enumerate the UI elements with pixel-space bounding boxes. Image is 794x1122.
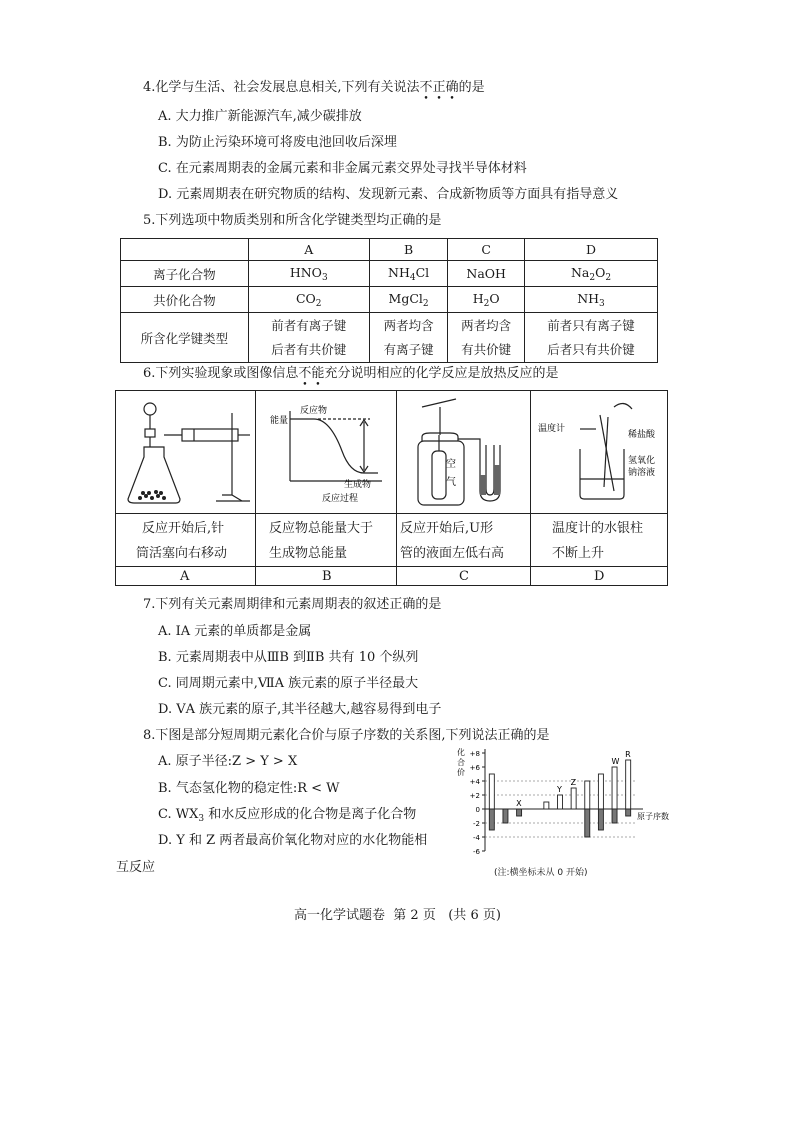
bar-negative-valence — [612, 809, 617, 823]
q6-b-line2: 生成物总能量 — [269, 546, 348, 561]
bar-negative-valence — [503, 809, 508, 823]
q5-header-d: D — [524, 239, 657, 261]
thermometer-label: 温度计 — [538, 424, 566, 434]
q7-option-b: B. 元素周期表中从ⅢB 到ⅡB 共有 10 个纵列 — [158, 650, 419, 665]
q5-header-b: B — [369, 239, 448, 261]
q6-letter-c: C — [459, 569, 469, 584]
q5-row-label: 所含化学键类型 — [121, 313, 249, 363]
q6-a-line2: 筒活塞向右移动 — [136, 546, 228, 561]
air-label-2: 气 — [446, 477, 456, 488]
q5-cell: $HNO_3$ — [248, 261, 369, 287]
valence-chart — [453, 745, 683, 860]
test-tube — [432, 451, 446, 499]
naoh-label-1: 氢氧化 — [628, 456, 656, 466]
q4-option-b: B. 为防止污染环境可将废电池回收后深埋 — [158, 135, 397, 150]
y-tick-label: -4 — [473, 834, 480, 842]
q5-row-bond — [121, 313, 658, 363]
q5-row-label: 离子化合物 — [121, 261, 249, 287]
q5-cell: 前者有离子键 后者有共价键 — [248, 313, 369, 363]
q7-option-a: A. ⅠA 元素的单质都是金属 — [158, 624, 312, 639]
y-tick-label: -6 — [473, 848, 480, 856]
q7-option-d: D. ⅤA 族元素的原子,其半径越大,越容易得到电子 — [158, 702, 442, 717]
q4-stem: 4.化学与生活、社会发展息息相关,下列有关说法不正确的是 — [143, 80, 485, 95]
bar-positive-valence — [489, 774, 494, 809]
point-label: Y — [557, 785, 562, 794]
bar-negative-valence — [489, 809, 494, 830]
y-axis-label-char: 价 — [457, 768, 465, 777]
q5-header-a: A — [248, 239, 369, 261]
point-label: R — [625, 750, 631, 759]
q5-row-label: 共价化合物 — [121, 287, 249, 313]
q8-option-a: A. 原子半径:Z > Y > X — [158, 754, 298, 769]
q5-cell: NaOH — [448, 261, 525, 287]
q6-c-line1: 反应开始后,U形 — [400, 521, 494, 536]
bar-positive-valence — [585, 781, 590, 809]
q5-cell: $Na_2O_2$ — [524, 261, 657, 287]
bar-negative-valence — [585, 809, 590, 837]
figure-b-energy-diagram — [260, 395, 394, 510]
y-tick-label: -2 — [473, 820, 480, 828]
y-tick-label: +6 — [469, 764, 480, 772]
q6-b-line1: 反应物总能量大于 — [269, 521, 374, 536]
q6-d-line1: 温度计的水银柱 — [552, 521, 644, 536]
q6-a-line1: 反应开始后,针 — [142, 521, 225, 536]
figure-d-apparatus — [534, 395, 664, 510]
bar-negative-valence — [598, 809, 603, 830]
figure-c-apparatus — [400, 395, 528, 510]
point-label: X — [516, 799, 522, 808]
y-axis-label-char: 合 — [457, 758, 465, 767]
q7-option-c: C. 同周期元素中,ⅦA 族元素的原子半径最大 — [158, 676, 419, 691]
energy-axis-label: 能量 — [270, 416, 289, 426]
q5-header-blank — [121, 239, 249, 261]
bar-negative-valence — [517, 809, 522, 816]
q5-row-ionic — [121, 261, 658, 287]
q8-option-d-continued: 互反应 — [116, 860, 156, 875]
q5-cell: 前者只有离子键 后者只有共价键 — [524, 313, 657, 363]
bar-positive-valence — [571, 788, 576, 809]
chart-note: (注:横坐标未从 0 开始) — [494, 868, 588, 878]
beaker — [580, 449, 624, 499]
q8-option-b: B. 气态氢化物的稳定性:R < W — [158, 781, 340, 796]
point-label: Z — [570, 778, 577, 787]
bar-positive-valence — [626, 760, 631, 809]
footer-total: (共 6 页) — [448, 908, 501, 923]
q8-option-c: C. $WX_3$ 和水反应形成的化合物是离子化合物 — [158, 807, 417, 824]
process-axis-label: 反应过程 — [322, 494, 359, 504]
acid-label: 稀盐酸 — [628, 430, 656, 440]
bar-positive-valence — [612, 767, 617, 809]
q4-option-a: A. 大力推广新能源汽车,减少碳排放 — [158, 109, 362, 124]
y-tick-label: 0 — [475, 806, 480, 814]
footer — [294, 908, 501, 924]
q5-cell: 两者均含 有离子键 — [369, 313, 448, 363]
q5-header-c: C — [448, 239, 525, 261]
y-tick-label: +2 — [469, 792, 480, 800]
q7-stem: 7.下列有关元素周期律和元素周期表的叙述正确的是 — [143, 597, 442, 612]
syringe — [182, 429, 238, 441]
bar-positive-valence — [598, 774, 603, 809]
bar-negative-valence — [626, 809, 631, 816]
conical-flask — [128, 447, 180, 503]
q4-option-c: C. 在元素周期表的金属元素和非金属元素交界处寻找半导体材料 — [158, 161, 527, 176]
q5-row-covalent — [121, 287, 658, 313]
q8-stem: 8.下图是部分短周期元素化合价与原子序数的关系图,下列说法正确的是 — [143, 728, 550, 743]
q5-cell: 两者均含 有共价键 — [448, 313, 525, 363]
footer-title: 高一化学试题卷 — [294, 908, 386, 923]
energy-curve — [290, 419, 378, 473]
bar-positive-valence — [558, 795, 563, 809]
y-axis-label-char: 化 — [457, 748, 465, 757]
q5-cell: $H_2O$ — [448, 287, 525, 313]
q6-d-line2: 不断上升 — [552, 546, 605, 561]
q5-cell: $NH_4Cl$ — [369, 261, 448, 287]
footer-page: 第 2 页 — [393, 908, 436, 923]
q6-c-line2: 管的液面左低右高 — [400, 546, 505, 561]
x-axis-label: 原子序数 — [637, 812, 669, 821]
q5-cell: MgCl$_2$ — [369, 287, 448, 313]
reactant-label: 反应物 — [300, 406, 328, 416]
q6-letter-d: D — [594, 569, 605, 584]
product-label: 生成物 — [344, 480, 372, 490]
q6-letter-a: A — [180, 569, 190, 584]
point-label: W — [611, 757, 620, 766]
y-tick-label: +8 — [469, 750, 480, 758]
q6-stem: 6.下列实验现象或图像信息不能充分说明相应的化学反应是放热反应的是 — [143, 366, 559, 381]
air-label-1: 空 — [446, 459, 456, 470]
q6-figure-table — [115, 390, 668, 586]
q8-option-d: D. Y 和 Z 两者最高价氧化物对应的水化物能相 — [158, 833, 428, 848]
q4-option-d: D. 元素周期表在研究物质的结构、发现新元素、合成新物质等方面具有指导意义 — [158, 187, 619, 202]
dropping-funnel-bulb — [144, 403, 156, 415]
bar-positive-valence — [544, 802, 549, 809]
q6-letter-b: B — [322, 569, 332, 584]
q5-table — [120, 238, 658, 363]
q5-cell: $CO_2$ — [248, 287, 369, 313]
y-tick-label: +4 — [469, 778, 480, 786]
q5-cell: $NH_3$ — [524, 287, 657, 313]
naoh-label-2: 钠溶液 — [628, 468, 656, 478]
q5-stem: 5.下列选项中物质类别和所含化学键类型均正确的是 — [143, 213, 442, 228]
figure-a-apparatus — [120, 395, 252, 510]
